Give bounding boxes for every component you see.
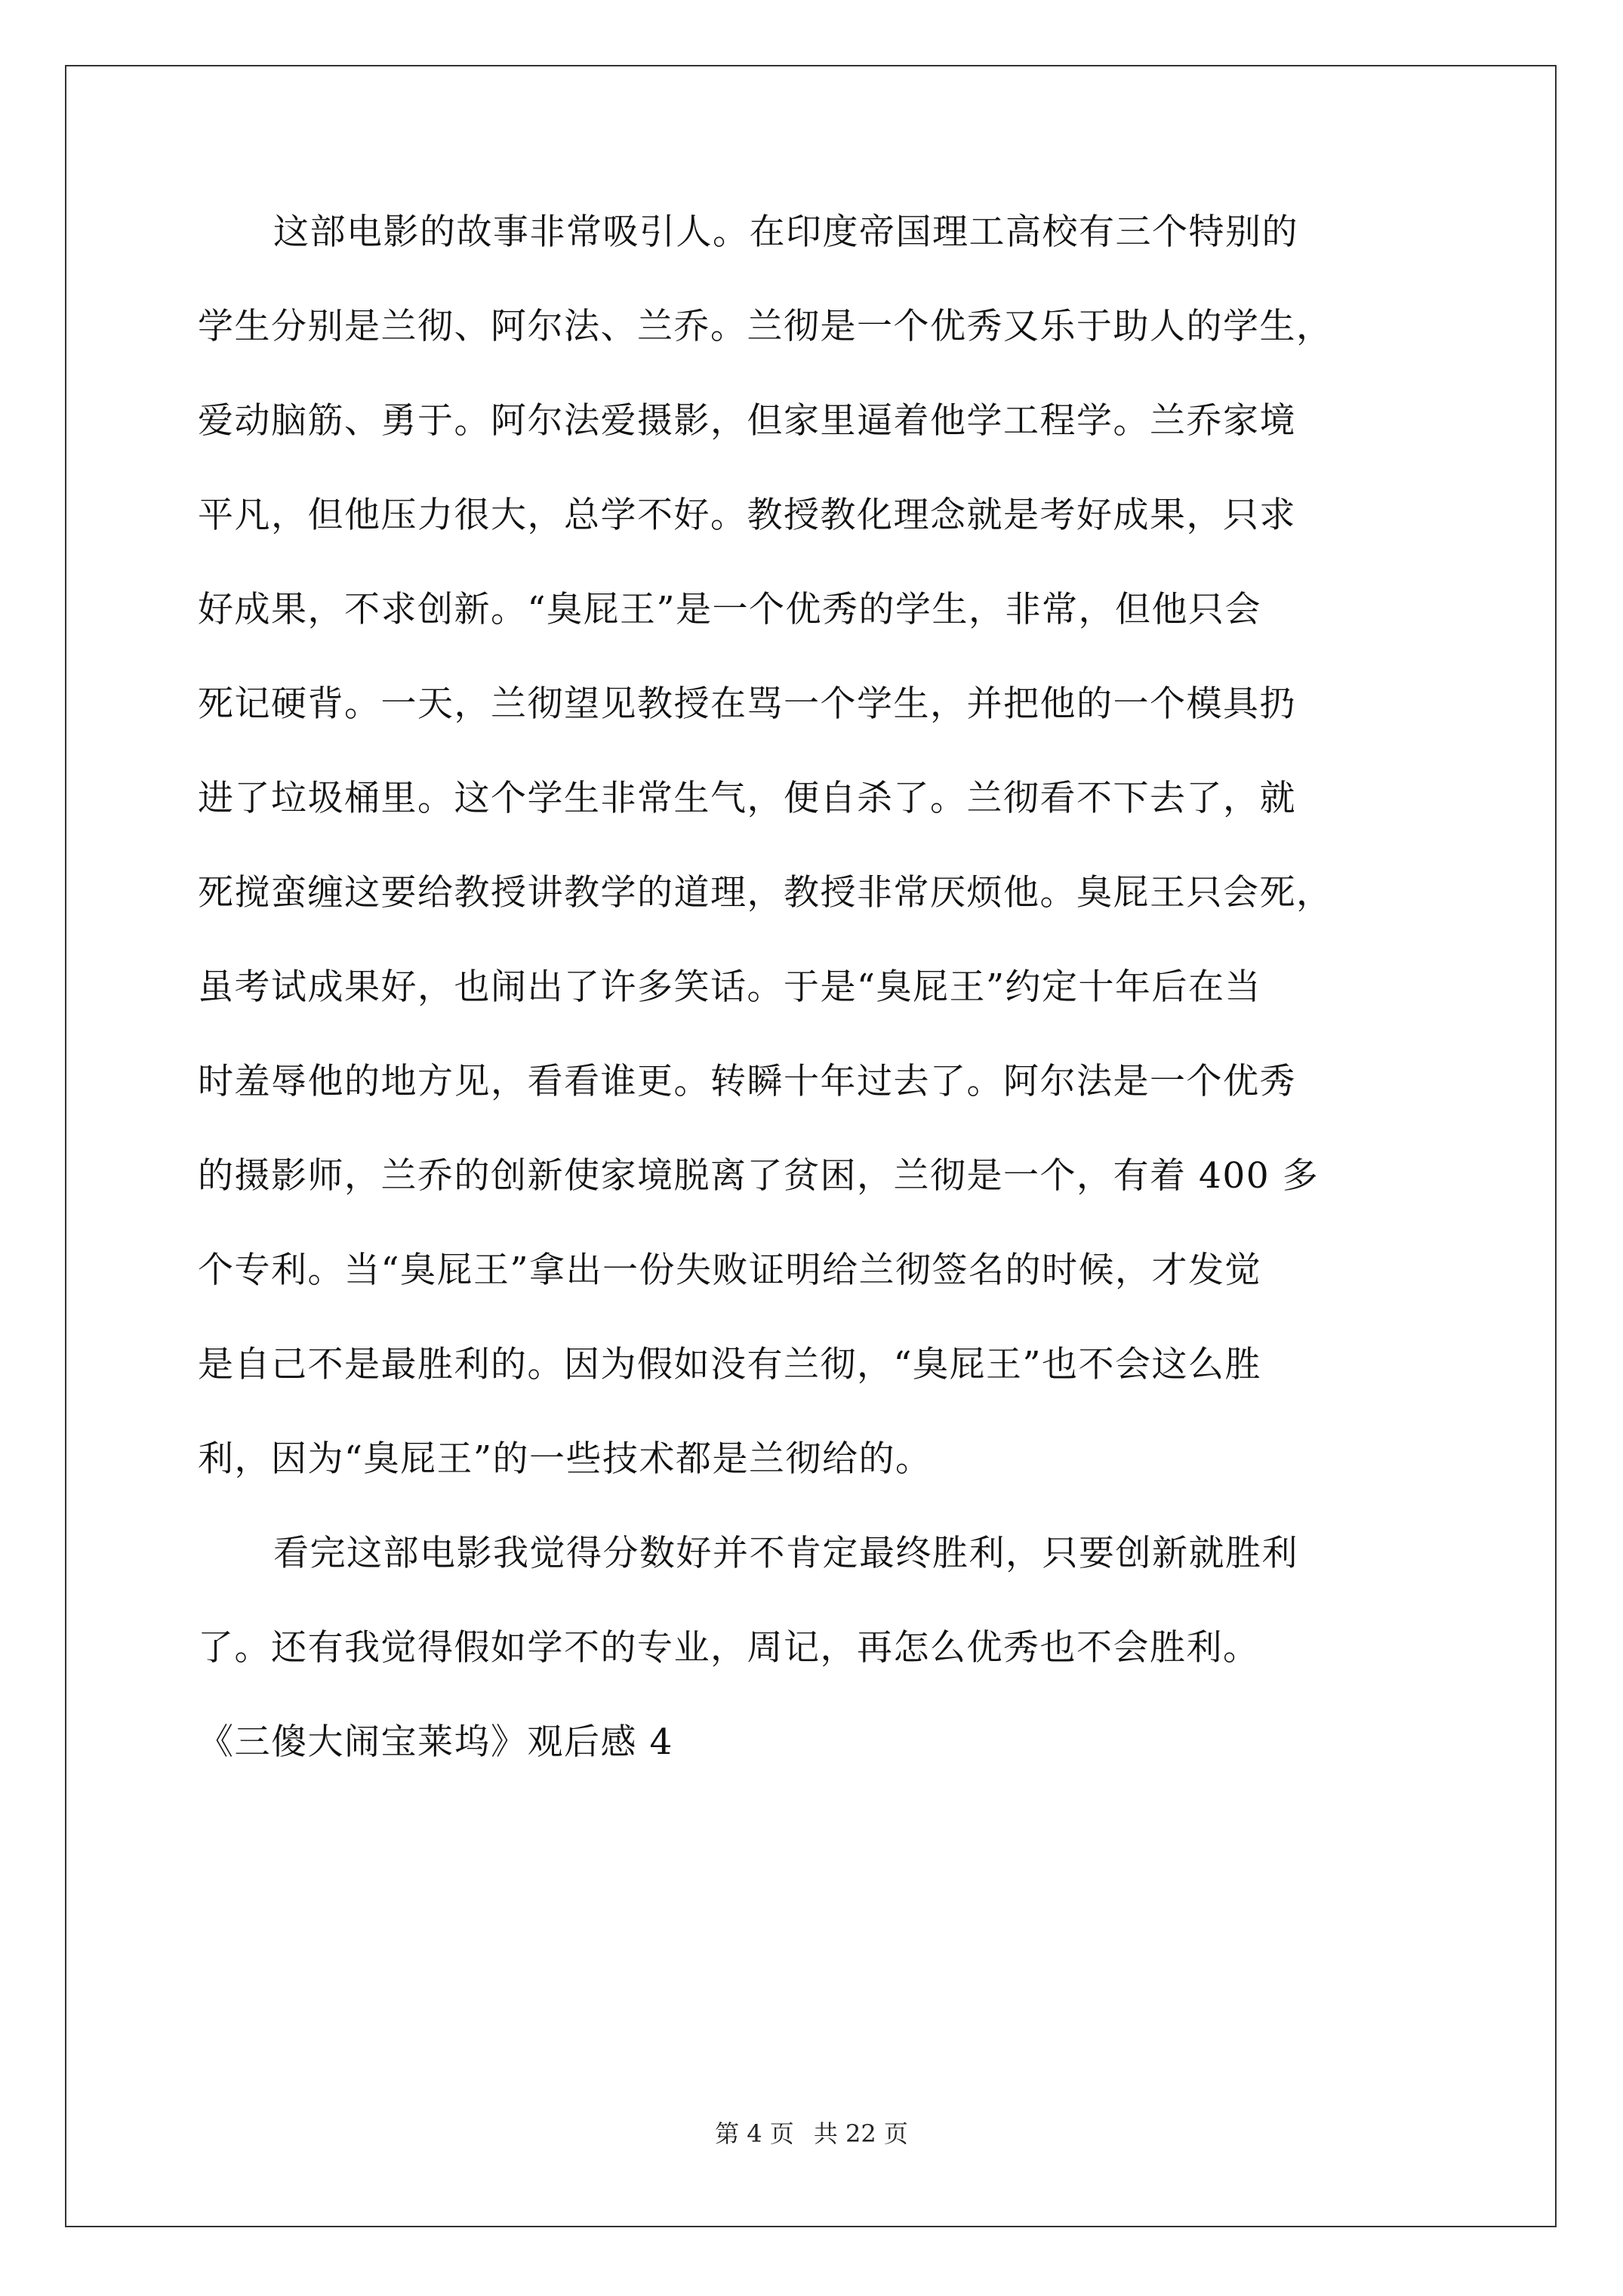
paragraph-line: 是自己不是最胜利的。因为假如没有兰彻，“臭屁王”也不会这么胜 — [198, 1344, 1262, 1385]
paragraph-line: 利，因为“臭屁王”的一些技术都是兰彻给的。 — [198, 1438, 932, 1480]
paragraph-line: 了。还有我觉得假如学不的专业，周记，再怎么优秀也不会胜利。 — [198, 1627, 1260, 1669]
paragraph-line: 好成果，不求创新。“臭屁王”是一个优秀的学生，非常，但他只会 — [198, 589, 1262, 630]
paragraph-line: 进了垃圾桶里。这个学生非常生气，便自杀了。兰彻看不下去了，就 — [198, 778, 1296, 819]
paragraph-line: 虽考试成果好，也闹出了许多笑话。于是“臭屁王”约定十年后在当 — [198, 966, 1262, 1008]
paragraph-line: 学生分别是兰彻、阿尔法、兰乔。兰彻是一个优秀又乐于助人的学生， — [198, 306, 1333, 347]
section-heading: 《三傻大闹宝莱坞》观后感 4 — [198, 1721, 673, 1763]
paragraph-line: 个专利。当“臭屁王”拿出一份失败证明给兰彻签名的时候，才发觉 — [198, 1250, 1262, 1291]
paragraph-line: 这部电影的故事非常吸引人。在印度帝国理工高校有三个特别的 — [273, 211, 1298, 253]
page-footer — [0, 2119, 1623, 2149]
paragraph-line: 的摄影师，兰乔的创新使家境脱离了贫困，兰彻是一个，有着 400 多 — [198, 1155, 1320, 1197]
paragraph-line: 平凡，但他压力很大，总学不好。教授教化理念就是考好成果，只求 — [198, 495, 1296, 536]
paragraph-line: 看完这部电影我觉得分数好并不肯定最终胜利，只要创新就胜利 — [273, 1533, 1298, 1574]
paragraph-line: 爱动脑筋、勇于。阿尔法爱摄影，但家里逼着他学工程学。兰乔家境 — [198, 400, 1296, 442]
paragraph-line: 死记硬背。一天，兰彻望见教授在骂一个学生，并把他的一个模具扔 — [198, 683, 1296, 725]
document-body — [198, 210, 1436, 1814]
paragraph-line: 死搅蛮缠这要给教授讲教学的道理，教授非常厌烦他。臭屁王只会死， — [198, 872, 1333, 914]
page-number: 第 4 页 — [715, 2119, 794, 2148]
paragraph-line: 时羞辱他的地方见，看看谁更。转瞬十年过去了。阿尔法是一个优秀 — [198, 1061, 1296, 1102]
page-total: 共 22 页 — [813, 2119, 908, 2148]
